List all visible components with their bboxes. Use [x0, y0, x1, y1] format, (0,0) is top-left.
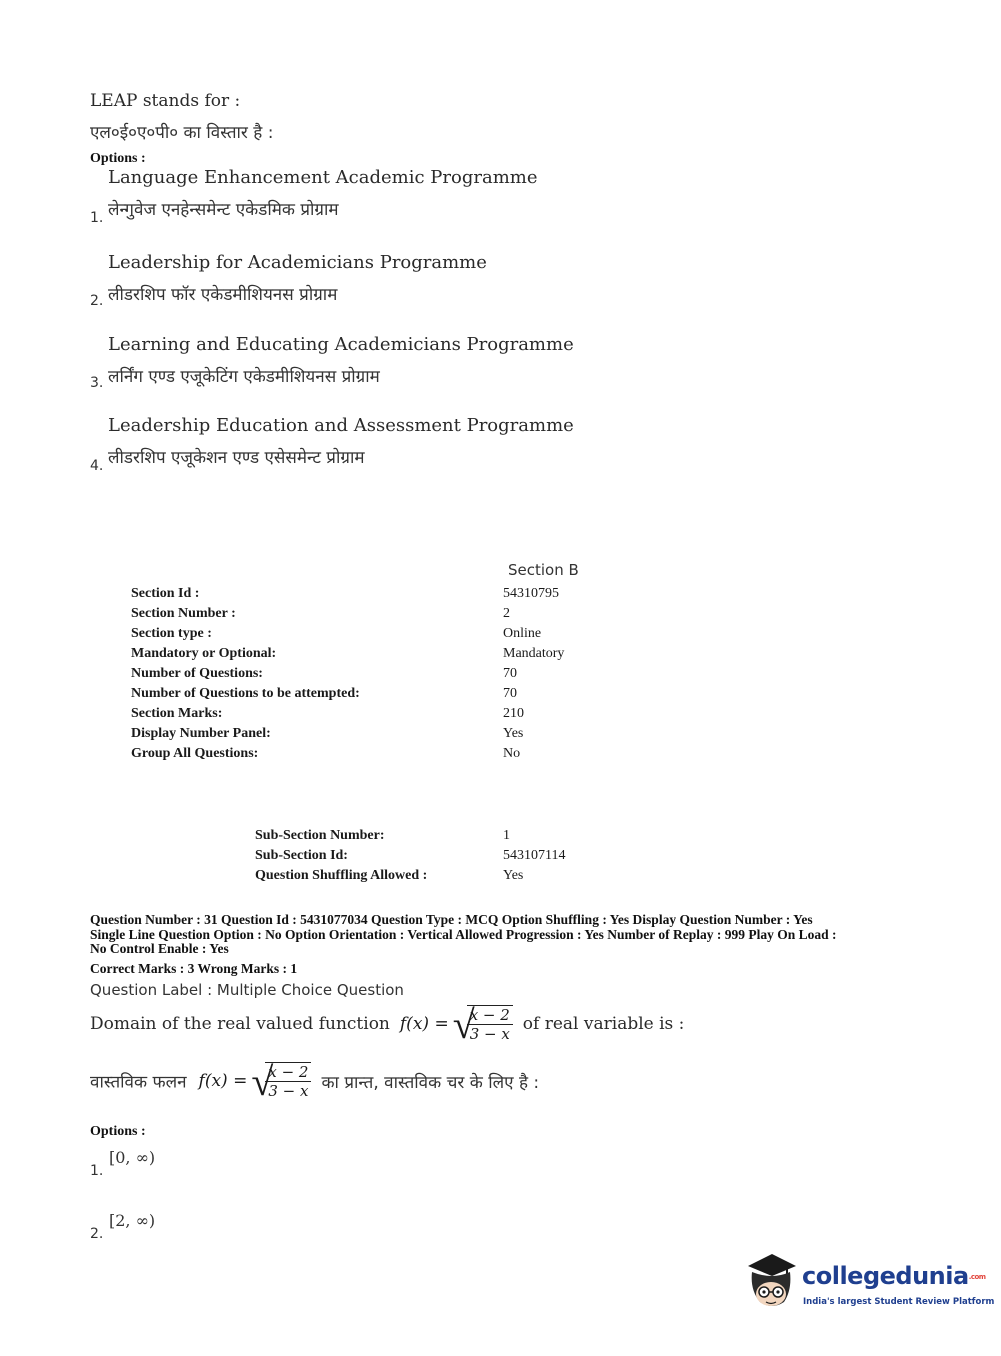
q31-option-2-number: 2.: [90, 1226, 104, 1242]
question-text-hi: [90, 1059, 540, 1114]
subsection-row-value: 543107114: [503, 848, 566, 863]
section-row-value: Online: [503, 626, 542, 641]
section-row-value: Yes: [503, 726, 524, 741]
section-row-value: 210: [503, 706, 524, 721]
subsection-row: [255, 848, 755, 868]
section-row-value: 54310795: [503, 586, 559, 601]
section-row-label: Section Id :: [131, 586, 200, 601]
subsection-row: [255, 828, 755, 848]
fraction-numerator: x − 2: [265, 1063, 311, 1082]
subsection-row-label: Sub-Section Id:: [255, 848, 348, 863]
question-text-en: [90, 1002, 685, 1055]
section-row-value: 2: [503, 606, 510, 621]
section-row: [131, 726, 831, 746]
sqrt-expression: [251, 1059, 311, 1104]
brand-tagline: India's largest Student Review Platform: [803, 1297, 995, 1307]
q31-option-1[interactable]: [88, 1148, 288, 1182]
question-meta: [90, 913, 930, 957]
option-2-number: 2.: [90, 293, 104, 309]
option-2[interactable]: [88, 252, 688, 312]
option-4-number: 4.: [90, 458, 104, 474]
question-hi-suffix: का प्रान्त, वास्तविक चर के लिए है :: [321, 1072, 540, 1093]
subsection-row-value: Yes: [503, 868, 524, 883]
question-label: Question Label : Multiple Choice Question: [90, 981, 404, 999]
section-row: [131, 686, 831, 706]
option-3-en: Learning and Educating Academicians Programme: [108, 334, 574, 355]
section-row-label: Number of Questions to be attempted:: [131, 686, 360, 701]
options-label: Options :: [90, 151, 146, 166]
question-meta-line: No Control Enable : Yes: [90, 941, 229, 956]
section-row-label: Section Number :: [131, 606, 236, 621]
function-label: f(x) =: [399, 1014, 449, 1034]
option-2-en: Leadership for Academicians Programme: [108, 252, 487, 273]
section-row: [131, 586, 831, 606]
section-row-label: Section type :: [131, 626, 212, 641]
option-3-number: 3.: [90, 375, 104, 391]
option-1-en: Language Enhancement Academic Programme: [108, 167, 538, 188]
option-1[interactable]: [88, 167, 688, 227]
section-row: [131, 646, 831, 666]
section-row: [131, 666, 831, 686]
section-row-label: Number of Questions:: [131, 666, 263, 681]
section-row-value: 70: [503, 666, 517, 681]
question-en-prefix: Domain of the real valued function: [90, 1014, 390, 1034]
section-row-value: No: [503, 746, 521, 761]
section-row-label: Section Marks:: [131, 706, 223, 721]
question-text-hi: एल०ई०ए०पी० का विस्तार है :: [90, 123, 274, 143]
question-text-en: LEAP stands for :: [90, 91, 241, 111]
sqrt-icon: √: [452, 1002, 475, 1047]
brand-name-text: collegedunia: [802, 1262, 969, 1290]
section-row-value: Mandatory: [503, 646, 565, 661]
option-3-hi: लर्निंग एण्ड एजूकेटिंग एकेडमीशियनस प्रोग्राम: [108, 367, 380, 387]
question-meta-line: Single Line Question Option : No Option Orientation : Vertical Allowed Progression : Yes Number of Replay : 999 Play On Load :: [90, 926, 837, 942]
question-marks: Correct Marks : 3 Wrong Marks : 1: [90, 961, 298, 976]
options-label: Options :: [90, 1124, 146, 1139]
sqrt-icon: √: [251, 1059, 274, 1104]
fraction-denominator: 3 − x: [268, 1082, 309, 1100]
q31-option-2-text: [2, ∞): [109, 1211, 156, 1230]
brand-name: [802, 1262, 986, 1290]
option-3[interactable]: [88, 334, 688, 394]
fraction-denominator: 3 − x: [469, 1025, 510, 1043]
brand-logo: [742, 1250, 995, 1320]
option-4-en: Leadership Education and Assessment Programme: [108, 415, 574, 436]
fraction-numerator: x − 2: [467, 1006, 513, 1025]
q31-option-1-number: 1.: [90, 1163, 104, 1179]
section-row-label: Mandatory or Optional:: [131, 646, 277, 661]
section-row: [131, 626, 831, 646]
subsection-row: [255, 868, 755, 888]
mascot-icon: [742, 1250, 800, 1312]
subsection-row-label: Question Shuffling Allowed :: [255, 868, 428, 883]
option-1-hi: लेन्गुवेज एनहेन्समेन्ट एकेडमिक प्रोग्राम: [108, 200, 339, 220]
question-en-suffix: of real variable is :: [522, 1014, 685, 1034]
section-row: [131, 606, 831, 626]
section-row: [131, 706, 831, 726]
subsection-row-label: Sub-Section Number:: [255, 828, 385, 843]
question-meta-line: Question Number : 31 Question Id : 5431077034 Question Type : MCQ Option Shuffling : Yes Display Question Number : Yes: [90, 912, 813, 927]
option-1-number: 1.: [90, 210, 104, 226]
section-title: Section B: [508, 561, 579, 579]
function-label: f(x) =: [198, 1071, 248, 1091]
section-row-label: Group All Questions:: [131, 746, 259, 761]
option-2-hi: लीडरशिप फॉर एकेडमीशियनस प्रोग्राम: [108, 285, 338, 305]
option-4[interactable]: [88, 415, 688, 475]
section-row: [131, 746, 831, 766]
section-row-value: 70: [503, 686, 517, 701]
section-row-label: Display Number Panel:: [131, 726, 271, 741]
sqrt-expression: [452, 1002, 513, 1047]
brand-suffix: .com: [968, 1273, 986, 1281]
subsection-row-value: 1: [503, 828, 510, 843]
q31-option-1-text: [0, ∞): [109, 1148, 156, 1167]
question-hi-prefix: वास्तविक फलन: [90, 1072, 187, 1093]
q31-option-2[interactable]: [88, 1211, 288, 1245]
option-4-hi: लीडरशिप एजूकेशन एण्ड एसेसमेन्ट प्रोग्राम: [108, 448, 365, 468]
